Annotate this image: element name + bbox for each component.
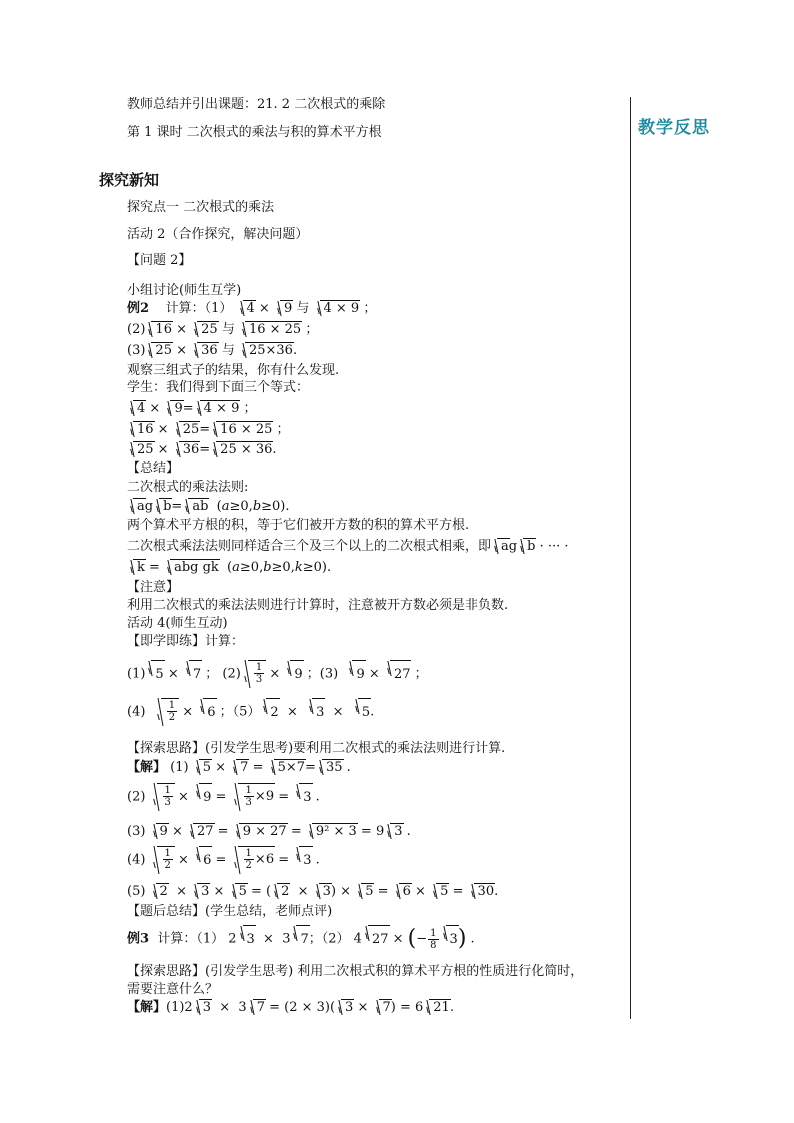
solution-4: (4) $\frac{1}{2}$ × 6 = $\frac{1}{2}$ ×6 = 3 . <box>127 846 320 875</box>
rule-extension-formula: k = abg gk (a≥0,b≥0,k≥0). <box>127 560 331 576</box>
example-2-part3: (3) 25 × 36 与 25×36. <box>127 343 298 358</box>
rule-extension: 二次根式乘法法则同样适合三个及三个以上的二次根式相乘，即 ag b · ··· · <box>127 539 569 554</box>
rule-title: 二次根式的乘法法则: <box>127 480 249 495</box>
activity-2: 活动 2（合作探究，解决问题） <box>127 227 309 242</box>
note-tag: 【注意】 <box>127 580 180 595</box>
summary-tag: 【总结】 <box>127 461 180 476</box>
solution-5: (5) 2 × 3 × 5 = ( 2 × 3) × 5 = 6 × 5 = 30. <box>127 884 499 899</box>
practice-tag: 【即学即练】计算： <box>127 634 245 649</box>
observe-line: 观察三组式子的结果，你有什么发现. <box>127 363 340 378</box>
equation-2: 16 × 25= 16 × 25 ； <box>127 422 290 438</box>
after-summary: 【题后总结】(学生总结，老师点评) <box>127 904 333 919</box>
rule-explanation: 两个算术平方根的积，等于它们被开方数的积的算术平方根. <box>127 518 470 533</box>
example-3: 例3 计算：（1） 2 3 × 3 7；（2） 4 27 × (− $\frac{1}{8}$ 3) . <box>127 925 475 954</box>
practice-items-2: (4) $\frac{1}{2}$ × 6 ；（5） 2 × 3 × 5. <box>127 698 374 727</box>
note-text: 利用二次根式的乘法法则进行计算时，注意被开方数必须是非负数. <box>127 598 509 613</box>
lesson-title: 第 1 课时 二次根式的乘法与积的算术平方根 <box>127 125 382 140</box>
solution-2: (2) $\frac{1}{3}$ × 9 = $\frac{1}{3}$ ×9 = 3 . <box>127 783 320 812</box>
practice-items-1: (1) 5 × 7 ； (2) $\frac{1}{3}$ × 9 ；(3) 9 × 27 ； <box>127 660 428 689</box>
column-divider <box>630 97 631 1019</box>
think-path-2: 【探索思路】(引发学生思考) 利用二次根式积的算术平方根的性质进行化简时， <box>127 964 584 979</box>
solution-1: 【解】 (1) 5 × 7 = 5×7= 35 . <box>127 760 351 775</box>
question-2: 【问题 2】 <box>127 253 192 268</box>
equation-3: 25 × 36= 25 × 36. <box>127 442 277 458</box>
student-line: 学生：我们得到下面三个等式： <box>127 380 310 395</box>
activity-4: 活动 4(师生互动) <box>127 616 228 631</box>
intro-line: 教师总结并引出课题：21. 2 二次根式的乘除 <box>127 97 386 112</box>
solution-ex3: 【解】(1)2 3 × 3 7 = (2 × 3)( 3 × 7) = 6 21. <box>127 1000 454 1015</box>
think-path-1: 【探索思路】(引发学生思考)要利用二次根式的乘法法则进行计算. <box>127 741 506 756</box>
reflection-title: 教学反思 <box>638 118 710 138</box>
example-2-part2: (2) 16 × 25 与 16 × 25 ； <box>127 322 319 337</box>
explore-point: 探究点一 二次根式的乘法 <box>127 200 275 215</box>
solution-3: (3) 9 × 27 = 9 × 27 = 9² × 3 = 9 3 . <box>127 824 411 839</box>
group-discussion: 小组讨论(师生互学) <box>127 283 242 298</box>
think-path-2b: 需要注意什么？ <box>127 982 219 997</box>
equation-1: 4 × 9= 4 × 9 ； <box>127 401 256 417</box>
section-heading: 探究新知 <box>99 171 160 189</box>
example-2: 例2 计算：（1） 4 × 9 与 4 × 9 ； <box>127 301 377 316</box>
rule-formula: ag b= ab (a≥0,b≥0). <box>127 499 290 515</box>
